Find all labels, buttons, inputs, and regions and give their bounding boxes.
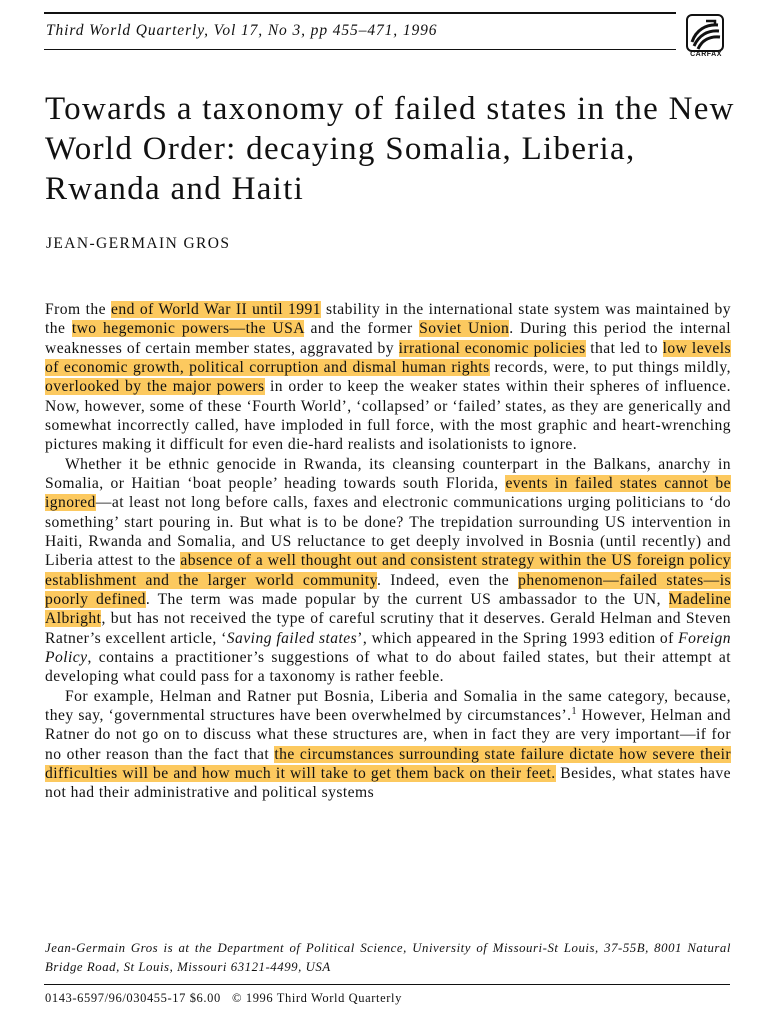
paragraph-1: From the end of World War II until 1991 stability in the international state system was maintained by the two hegemonic powers—the USA and the former Soviet Union. During this period the internal weaknesses of certain member states, aggravated by irrational economic policies that led to low levels of economic growth, political corruption and dismal human rights records, were, to put things mildly, overlooked by the major powers in order to keep the weaker states within their spheres of influence. Now, however, some of these ‘Fourth World’, ‘collapsed’ or ‘failed’ states, as they are generically and somewhat incorrectly called, have imploded in full force, with the most graphic and heart-wrenching pictures making it difficult for even die-hard realists and isolationists to ignore. <box>45 301 732 454</box>
copyright-code: 0143-6597/96/030455-17 $6.00 <box>45 991 221 1005</box>
article-author: JEAN-GERMAIN GROS <box>46 235 231 252</box>
highlight: the circumstances surrounding state failure dictate how severe their difficulties will be and how much it will take to get them back on their feet. <box>45 745 731 782</box>
header-top-rule <box>44 12 676 14</box>
header-bottom-rule <box>44 49 676 50</box>
highlight: end of World War II until 1991 <box>110 301 321 318</box>
article-title: Towards a taxonomy of failed states in the New World Order: decaying Somalia, Liberia, Rwanda and Haiti <box>45 91 735 207</box>
footer-rule <box>44 984 730 985</box>
copyright-line <box>45 991 402 1006</box>
highlight: events in failed states cannot be ignored <box>45 474 732 512</box>
highlight: two hegemonic powers—the USA <box>71 320 305 338</box>
copyright-notice: © 1996 Third World Quarterly <box>232 991 402 1005</box>
highlight: Soviet Union <box>419 320 510 338</box>
italic-journal-name: Foreign Policy <box>45 629 731 666</box>
journal-citation: Third World Quarterly, Vol 17, No 3, pp 455–471, 1996 <box>46 22 438 39</box>
highlight: phenomenon—failed states—is poorly defined <box>45 571 732 608</box>
article-body <box>45 300 731 803</box>
highlight: low levels of economic growth, political corruption and dismal human rights <box>45 339 731 376</box>
publisher-logo-text: CARFAX <box>690 51 722 57</box>
paragraph-3: For example, Helman and Ratner put Bosnia, Liberia and Somalia in the same category, because, they say, ‘governmental structures have been overwhelmed by circumstances’.$^1$ However, Helman and Ratner do not go on to discuss what these structures are, when in fact they are very important—if for no other reason than the fact that the circumstances surrounding state failure dictate how severe their difficulties will be and how much it will take to get them back on their feet. Besides, what states have not had their administrative and political systems <box>45 687 731 802</box>
author-affiliation-footnote: Jean-Germain Gros is at the Department of Political Science, University of Missouri-St Louis, 37-55B, 8001 Natural Bridge Road, St Louis, Missouri 63121-4499, USA <box>45 941 731 974</box>
highlight: Madeline Albright <box>45 590 732 628</box>
footnote-ref: 1 <box>571 705 577 717</box>
paragraph-2: Whether it be ethnic genocide in Rwanda, its cleansing counterpart in the Balkans, anarchy in Somalia, or Haitian ‘boat people’ heading towards south Florida, events in failed states cannot be ignored—at least not long before calls, faxes and electronic communications urging politicians to ‘do something’ start pouring in. But what is to be done? The trepidation surrounding US intervention in Haiti, Rwanda and Somalia, and US reluctance to get deeply involved in Bosnia (until recently) and Liberia attest to the absence of a well thought out and consistent strategy within the US foreign policy establishment and the larger world community. Indeed, even the phenomenon—failed states—is poorly defined. The term was made popular by the current US ambassador to the UN, Madeline Albright, but has not received the type of careful scrutiny that it deserves. Gerald Helman and Steven Ratner’s excellent article, ‘Saving failed states’, which appeared in the Spring 1993 edition of Foreign Policy, contains a practitioner’s suggestions of what to do about failed states, but their attempt at developing what could pass for a taxonomy is rather feeble. <box>45 455 732 686</box>
publisher-logo-icon <box>686 14 724 52</box>
highlight: overlooked by the major powers <box>45 378 265 396</box>
italic-title: Saving failed states <box>226 629 358 647</box>
highlight: irrational economic policies <box>398 339 586 357</box>
highlight: absence of a well thought out and consistent strategy within the US foreign policy establishment and the larger world community <box>45 552 731 589</box>
